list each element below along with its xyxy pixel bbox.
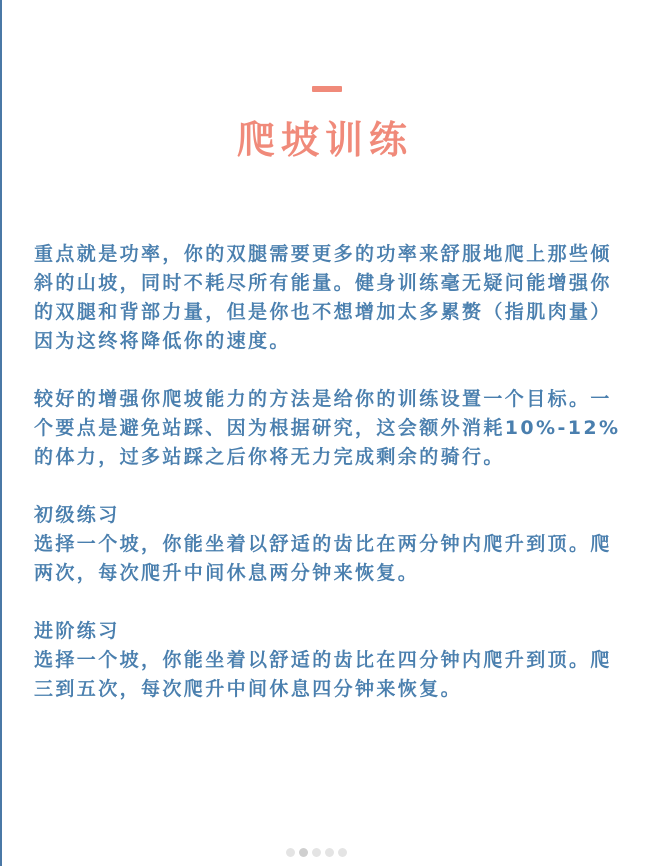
pagination-dot[interactable] [325, 848, 334, 857]
beginner-heading: 初级练习 [34, 504, 120, 526]
section-title: 爬坡训练 [236, 118, 413, 162]
paragraph-spacer [34, 588, 624, 617]
beginner-body: 选择一个坡，你能坐着以舒适的齿比在两分钟内爬升到顶。爬两次，每次爬升中间休息两分钟来恢复。 [34, 533, 612, 584]
pagination-dot[interactable] [312, 848, 321, 857]
pagination-dot[interactable] [286, 848, 295, 857]
paragraph-spacer [34, 472, 624, 501]
section-number-dash [312, 86, 342, 92]
article-body [34, 240, 624, 704]
advanced-heading: 进阶练习 [34, 620, 120, 642]
advanced-body: 选择一个坡，你能坐着以舒适的齿比在四分钟内爬升到顶。爬三到五次，每次爬升中间休息四分钟来恢复。 [34, 649, 612, 700]
paragraph-spacer [34, 356, 624, 385]
pagination-dot[interactable] [299, 848, 308, 857]
pagination-dot[interactable] [338, 848, 347, 857]
pagination-dots[interactable] [286, 848, 347, 857]
paragraph-power: 重点就是功率，你的双腿需要更多的功率来舒服地爬上那些倾斜的山坡，同时不耗尽所有能量。健身训练毫无疑问能增强你的双腿和背部力量，但是你也不想增加太多累赘（指肌肉量）因为这终将降低你的速度。 [34, 243, 612, 352]
paragraph-goal: 较好的增强你爬坡能力的方法是给你的训练设置一个目标。一个要点是避免站踩、因为根据研究，这会额外消耗10%-12%的体力，过多站踩之后你将无力完成剩余的骑行。 [34, 388, 621, 468]
